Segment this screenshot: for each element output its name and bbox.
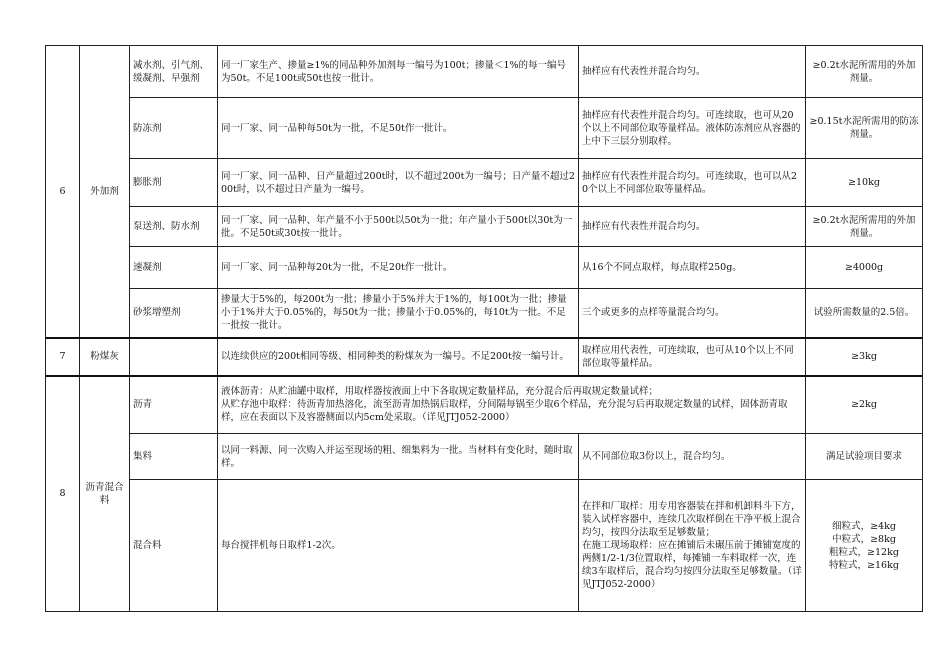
quantity-line: 细粒式，≥4kg: [832, 520, 896, 532]
sample-quantity: ≥10kg: [806, 159, 923, 207]
row-number: 7: [46, 338, 80, 376]
quantity-line: 中粒式，≥8kg: [832, 533, 896, 545]
sample-quantity: 满足试验项目要求: [806, 434, 923, 480]
item-name: 速凝剂: [130, 247, 218, 289]
item-name: 减水剂、引气剂、缓凝剂、早强剂: [130, 46, 218, 98]
table-row: [46, 207, 923, 247]
item-name: 混合料: [130, 480, 218, 612]
batch-rule: 掺量大于5%的，每200t为一批；掺量小于5%并大于1%的，每100t为一批；掺量小于1%并大于0.05%的，每50t为一批；掺量小于0.05%的，每10t为一批。不足一批按一批计。: [218, 289, 579, 338]
item-name: [130, 338, 218, 376]
sampling-method: 从16个不同点取样，每点取样250g。: [579, 247, 806, 289]
sampling-method: 取样应用代表性，可连续取，也可从10个以上不同部位取等量样品。: [579, 338, 806, 376]
sample-quantity: ≥0.15t水泥所需用的防冻剂量。: [806, 98, 923, 159]
table-row: [46, 434, 923, 480]
asphalt-sampling-text: 液体沥青：从贮油罐中取样，用取样器按液面上中下各取规定数量样品，充分混合后再取规定数量试样； 从贮存池中取样：待沥青加热溶化，流至沥青加热锅后取样，分间隔每锅至少取6个样品，充分混匀后再取规定数量的试样，固体沥青取样，应在表面以下及容器侧面以内5cm处采取。（详见JTJ052-2000）: [218, 376, 806, 434]
batch-rule: 同一厂家、同一品种每20t为一批，不足20t作一批计。: [218, 247, 579, 289]
item-name: 集料: [130, 434, 218, 480]
batch-rule: 每台搅拌机每日取样1-2次。: [218, 480, 579, 612]
quantity-line: 粗粒式，≥12kg: [829, 546, 899, 558]
item-name: 砂浆增塑剂: [130, 289, 218, 338]
sampling-table: [45, 45, 923, 612]
quantity-line: 特粒式，≥16kg: [829, 559, 899, 571]
sampling-method: 抽样应有代表性并混合均匀。: [579, 46, 806, 98]
batch-rule: 同一厂家生产、掺量≥1%的同品种外加剂每一编号为100t；掺量＜1%的每一编号为50t。不足100t或50t也按一批计。: [218, 46, 579, 98]
sampling-method: 三个或更多的点样等量混合均匀。: [579, 289, 806, 338]
row-number: 8: [46, 376, 80, 612]
item-name: 沥青: [130, 376, 218, 434]
table-row: [46, 98, 923, 159]
item-name: 泵送剂、防水剂: [130, 207, 218, 247]
sample-quantity: ≥0.2t水泥所需用的外加剂量。: [806, 46, 923, 98]
batch-rule: 同一厂家、同一品种、年产量不小于500t以50t为一批；年产量小于500t以30t为一批。不足50t或30t按一批计。: [218, 207, 579, 247]
batch-rule: 同一厂家、同一品种、日产量超过200t时，以不超过200t为一编号；日产量不超过200t时，以不超过日产量为一编号。: [218, 159, 579, 207]
sample-quantity: ≥0.2t水泥所需用的外加剂量。: [806, 207, 923, 247]
sampling-method: 抽样应有代表性并混合均匀。: [579, 207, 806, 247]
table-row: [46, 338, 923, 376]
table-row: [46, 376, 923, 434]
sample-quantity: 试验所需数量的2.5倍。: [806, 289, 923, 338]
batch-rule: 以同一料源、同一次购入并运至现场的粗、细集料为一批。当材料有变化时，随时取样。: [218, 434, 579, 480]
item-name: 防冻剂: [130, 98, 218, 159]
category-cell: 外加剂: [80, 46, 130, 338]
item-name: 膨胀剂: [130, 159, 218, 207]
table-row: [46, 289, 923, 338]
table-row: [46, 480, 923, 612]
batch-rule: 以连续供应的200t相同等级、相同种类的粉煤灰为一编号。不足200t按一编号计。: [218, 338, 579, 376]
sampling-method: 抽样应有代表性并混合均匀。可连续取，也可从20个以上不同部位取等量样品。液体防冻剂应从容器的上中下三层分别取样。: [579, 98, 806, 159]
table-row: [46, 247, 923, 289]
sample-quantity: ≥3kg: [806, 338, 923, 376]
row-number: 6: [46, 46, 80, 338]
sampling-method: 从不同部位取3份以上，混合均匀。: [579, 434, 806, 480]
batch-rule: 同一厂家、同一品种每50t为一批，不足50t作一批计。: [218, 98, 579, 159]
sample-quantity: [806, 480, 923, 612]
table-row: [46, 46, 923, 98]
category-cell: 粉煤灰: [80, 338, 130, 376]
sampling-method: 在拌和厂取样：用专用容器装在拌和机卸料斗下方，装入试样容器中，连续几次取样倒在干净平板上混合均匀，按四分法取至足够数量； 在施工现场取样：应在摊铺后未碾压前于摊铺宽度的两侧1/2-1/3位置取样，每摊铺一车料取样一次，连续3车取样后，混合均匀按四分法取至足够数量。（详见JTJ052-2000）: [579, 480, 806, 612]
sampling-method: 抽样应有代表性并混合均匀。可连续取，也可以从20个以上不同部位取等量样品。: [579, 159, 806, 207]
table-row: [46, 159, 923, 207]
sample-quantity: ≥2kg: [806, 376, 923, 434]
category-cell: 沥青混合料: [80, 376, 130, 612]
sample-quantity: ≥4000g: [806, 247, 923, 289]
